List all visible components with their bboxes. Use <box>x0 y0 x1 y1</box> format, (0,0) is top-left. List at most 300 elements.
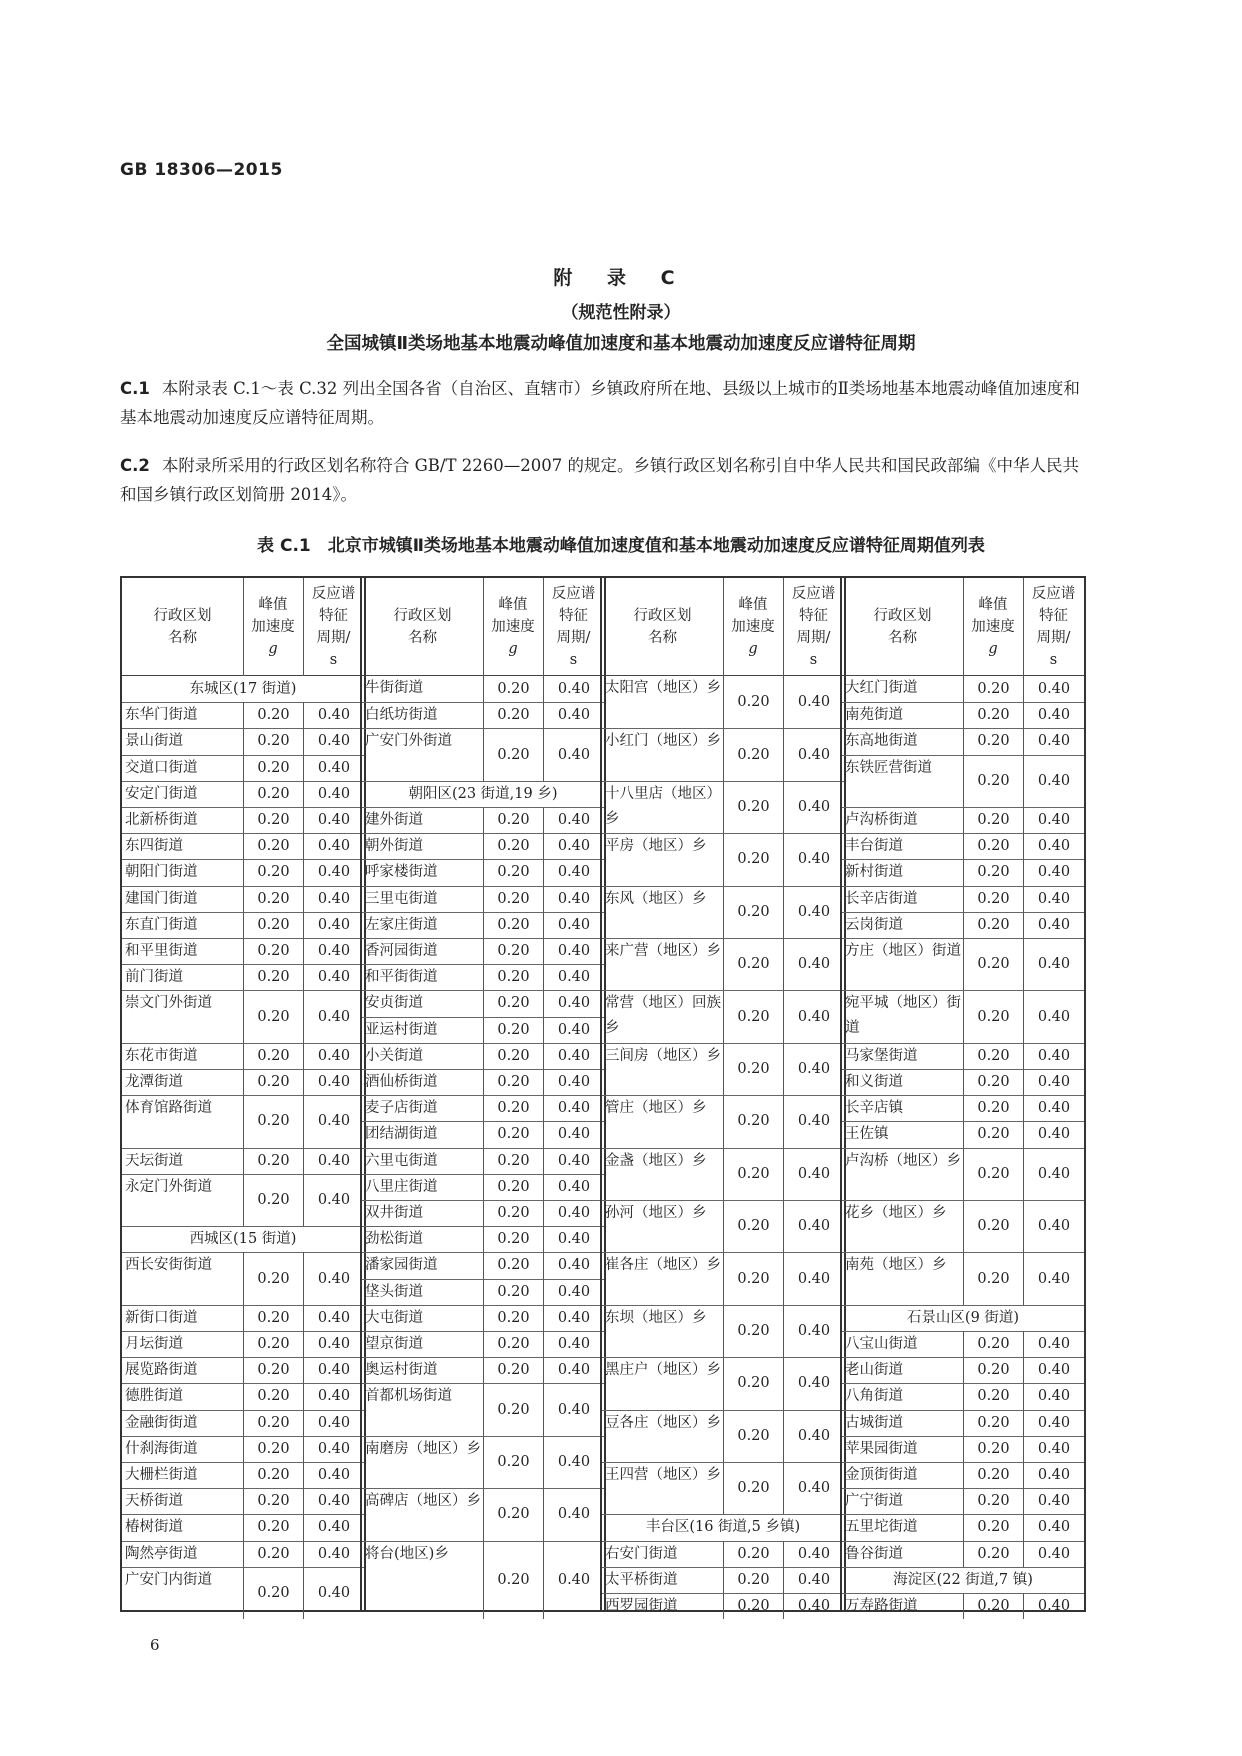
header-line: g <box>268 641 278 657</box>
header-line: 名称 <box>648 630 677 646</box>
region-name-cell: 五里坨街道 <box>842 1514 963 1540</box>
pga-value-cell: 0.20 <box>723 1541 783 1567</box>
pga-value-cell: 0.20 <box>963 1069 1023 1095</box>
header-line: g <box>748 641 758 657</box>
pga-value-cell: 0.20 <box>963 886 1023 912</box>
district-group-header: 海淀区(22 街道,7 镇) <box>842 1567 1084 1593</box>
header-line: s <box>569 652 578 668</box>
pga-value-cell: 0.20 <box>243 702 303 728</box>
region-name-cell: 亚运村街道 <box>362 1017 483 1043</box>
region-name-cell: 广安门外街道 <box>362 728 483 780</box>
region-name-cell: 东铁匠营街道 <box>842 755 963 807</box>
period-value-cell: 0.40 <box>543 1279 604 1305</box>
table-caption: 表 C.1 北京市城镇Ⅱ类场地基本地震动峰值加速度值和基本地震动加速度反应谱特征周期值列表 <box>257 536 985 556</box>
pga-value-cell: 0.20 <box>243 1305 303 1331</box>
header-line: 反应谱 <box>791 586 836 602</box>
column-divider <box>723 578 724 676</box>
region-name-cell: 小关街道 <box>362 1043 483 1069</box>
period-value-cell: 0.40 <box>303 938 364 964</box>
region-name-cell: 朝外街道 <box>362 833 483 859</box>
pga-value-cell: 0.20 <box>483 807 543 833</box>
pga-value-cell: 0.20 <box>963 1331 1023 1357</box>
region-name-cell: 左家庄街道 <box>362 912 483 938</box>
period-value-cell: 0.40 <box>783 781 844 833</box>
header-line: 峰值 <box>498 597 528 613</box>
period-value-cell: 0.40 <box>543 1121 604 1147</box>
region-name-cell: 东四街道 <box>122 833 243 859</box>
region-name-cell: 东直门街道 <box>122 912 243 938</box>
region-name-cell: 鲁谷街道 <box>842 1541 963 1567</box>
region-name-cell: 奥运村街道 <box>362 1357 483 1383</box>
district-group-header: 朝阳区(23 街道,19 乡) <box>362 781 604 807</box>
pga-value-cell: 0.20 <box>723 886 783 938</box>
period-value-cell: 0.40 <box>303 1462 364 1488</box>
region-name-cell: 景山街道 <box>122 728 243 754</box>
period-value-cell: 0.40 <box>303 833 364 859</box>
district-group-header: 东城区(17 街道) <box>189 680 297 697</box>
period-value-cell: 0.40 <box>1023 859 1084 885</box>
pga-value-cell: 0.20 <box>963 1357 1023 1383</box>
column-header-name <box>602 578 723 676</box>
pga-value-cell: 0.20 <box>963 833 1023 859</box>
period-value-cell: 0.40 <box>783 1357 844 1409</box>
region-name-cell: 将台(地区)乡 <box>362 1541 483 1620</box>
header-line: 反应谱 <box>1031 586 1076 602</box>
period-value-cell: 0.40 <box>1023 755 1084 807</box>
pga-value-cell: 0.20 <box>483 1095 543 1121</box>
period-value-cell: 0.40 <box>783 938 844 990</box>
paragraph-text: 本附录所采用的行政区划名称符合 GB/T 2260—2007 的规定。乡镇行政区划名称引自中华人民共和国民政部编《中华人民共和国乡镇行政区划简册 2014》。 <box>120 456 1079 504</box>
region-name-cell: 小红门（地区）乡 <box>602 728 723 780</box>
column-header-pga <box>243 578 303 676</box>
header-line: 加速度 <box>971 619 1015 635</box>
pga-value-cell: 0.20 <box>483 964 543 990</box>
period-value-cell: 0.40 <box>303 755 364 781</box>
header-line: 名称 <box>168 630 197 646</box>
region-name-cell: 安贞街道 <box>362 990 483 1016</box>
region-name-cell: 月坛街道 <box>122 1331 243 1357</box>
district-group-header: 西城区(15 街道) <box>122 1226 364 1252</box>
pga-value-cell: 0.20 <box>243 1043 303 1069</box>
period-value-cell: 0.40 <box>1023 1095 1084 1121</box>
paragraph-number: C.1 <box>120 379 150 398</box>
period-value-cell: 0.40 <box>303 990 364 1042</box>
region-name-cell: 劲松街道 <box>362 1226 483 1252</box>
period-value-cell: 0.40 <box>783 1462 844 1514</box>
header-line: 峰值 <box>978 597 1008 613</box>
column-header-name <box>122 578 243 676</box>
period-value-cell: 0.40 <box>543 1252 604 1278</box>
table-block <box>840 576 1086 1615</box>
region-name-cell: 三间房（地区）乡 <box>602 1043 723 1095</box>
region-name-cell: 广安门内街道 <box>122 1567 243 1619</box>
period-value-cell: 0.40 <box>1023 1148 1084 1200</box>
period-value-cell: 0.40 <box>543 1488 604 1540</box>
pga-value-cell: 0.20 <box>963 938 1023 990</box>
pga-value-cell: 0.20 <box>723 1305 783 1357</box>
region-name-cell: 卢沟桥街道 <box>842 807 963 833</box>
column-header-pga <box>963 578 1023 676</box>
pga-value-cell: 0.20 <box>963 859 1023 885</box>
pga-value-cell: 0.20 <box>243 938 303 964</box>
period-value-cell: 0.40 <box>1023 990 1084 1042</box>
pga-value-cell: 0.20 <box>723 938 783 990</box>
pga-value-cell: 0.20 <box>963 1593 1023 1619</box>
pga-value-cell: 0.20 <box>963 990 1023 1042</box>
pga-value-cell: 0.20 <box>243 1567 303 1619</box>
pga-value-cell: 0.20 <box>243 1331 303 1357</box>
pga-value-cell: 0.20 <box>483 676 543 702</box>
region-name-cell: 马家堡街道 <box>842 1043 963 1069</box>
header-line: s <box>1049 652 1058 668</box>
header-line: 反应谱 <box>551 586 596 602</box>
pga-value-cell: 0.20 <box>723 728 783 780</box>
region-name-cell: 东华门街道 <box>122 702 243 728</box>
period-value-cell: 0.40 <box>303 1069 364 1095</box>
region-name-cell: 古城街道 <box>842 1410 963 1436</box>
period-value-cell: 0.40 <box>1023 1410 1084 1436</box>
period-value-cell: 0.40 <box>303 1410 364 1436</box>
region-name-cell: 南苑（地区）乡 <box>842 1252 963 1304</box>
region-name-cell: 十八里店（地区）乡 <box>602 781 723 833</box>
header-line: 反应谱 <box>311 586 356 602</box>
pga-value-cell: 0.20 <box>723 990 783 1042</box>
header-line: 行政区划 <box>153 608 212 624</box>
region-name-cell: 和平里街道 <box>122 938 243 964</box>
period-value-cell: 0.40 <box>783 1410 844 1462</box>
header-line: 特征 <box>559 608 588 624</box>
region-name-cell: 团结湖街道 <box>362 1121 483 1147</box>
header-line: 峰值 <box>258 597 288 613</box>
pga-value-cell: 0.20 <box>483 1017 543 1043</box>
appendix-subtitle: 全国城镇Ⅱ类场地基本地震动峰值加速度和基本地震动加速度反应谱特征周期 <box>326 334 916 354</box>
pga-value-cell: 0.20 <box>483 833 543 859</box>
pga-value-cell: 0.20 <box>483 1488 543 1540</box>
pga-value-cell: 0.20 <box>963 728 1023 754</box>
period-value-cell: 0.40 <box>543 1069 604 1095</box>
pga-value-cell: 0.20 <box>963 676 1023 702</box>
pga-value-cell: 0.20 <box>723 1410 783 1462</box>
region-name-cell: 垡头街道 <box>362 1279 483 1305</box>
region-name-cell: 建国门街道 <box>122 886 243 912</box>
period-value-cell: 0.40 <box>1023 833 1084 859</box>
pga-value-cell: 0.20 <box>483 1331 543 1357</box>
pga-value-cell: 0.20 <box>723 1200 783 1252</box>
region-name-cell: 八宝山街道 <box>842 1331 963 1357</box>
period-value-cell: 0.40 <box>543 728 604 780</box>
appendix-title: 附 录 C <box>553 267 689 289</box>
header-line: 行政区划 <box>873 608 932 624</box>
pga-value-cell: 0.20 <box>243 886 303 912</box>
period-value-cell: 0.40 <box>1023 807 1084 833</box>
header-line: 周期/ <box>796 630 831 646</box>
pga-value-cell: 0.20 <box>483 1541 543 1620</box>
pga-value-cell: 0.20 <box>243 1488 303 1514</box>
region-name-cell: 苹果园街道 <box>842 1436 963 1462</box>
region-name-cell: 金盏（地区）乡 <box>602 1148 723 1200</box>
pga-value-cell: 0.20 <box>243 1383 303 1409</box>
period-value-cell: 0.40 <box>543 1305 604 1331</box>
period-value-cell: 0.40 <box>1023 912 1084 938</box>
region-name-cell: 大红门街道 <box>845 680 918 696</box>
period-value-cell: 0.40 <box>783 990 844 1042</box>
column-divider <box>483 578 484 676</box>
region-name-cell: 香河园街道 <box>362 938 483 964</box>
period-value-cell: 0.40 <box>543 1436 604 1488</box>
period-value-cell: 0.40 <box>783 1200 844 1252</box>
period-value-cell: 0.40 <box>543 886 604 912</box>
column-divider <box>963 578 964 676</box>
period-value-cell: 0.40 <box>303 1514 364 1540</box>
region-name-cell: 孙河（地区）乡 <box>602 1200 723 1252</box>
pga-value-cell: 0.20 <box>483 1383 543 1435</box>
period-value-cell: 0.40 <box>543 1541 604 1620</box>
region-name-cell: 八里庄街道 <box>362 1174 483 1200</box>
period-value-cell: 0.40 <box>543 1200 604 1226</box>
pga-value-cell: 0.20 <box>963 1488 1023 1514</box>
column-divider <box>1023 578 1024 676</box>
region-name-cell: 南磨房（地区）乡 <box>362 1436 483 1488</box>
period-value-cell: 0.40 <box>303 1357 364 1383</box>
period-value-cell: 0.40 <box>543 1095 604 1121</box>
pga-value-cell: 0.20 <box>963 1410 1023 1436</box>
table-block <box>120 576 366 1612</box>
period-value-cell: 0.40 <box>303 1383 364 1409</box>
header-line: 行政区划 <box>393 608 452 624</box>
period-value-cell: 0.40 <box>783 833 844 885</box>
column-header-period <box>303 578 364 676</box>
period-value-cell: 0.40 <box>1023 1357 1084 1383</box>
period-value-cell: 0.40 <box>1023 1043 1084 1069</box>
pga-value-cell: 0.20 <box>723 781 783 833</box>
period-value-cell: 0.40 <box>303 859 364 885</box>
region-name-cell: 平房（地区）乡 <box>602 833 723 885</box>
period-value-cell: 0.40 <box>783 1541 844 1567</box>
period-value-cell: 0.40 <box>1023 938 1084 990</box>
period-value-cell: 0.40 <box>303 1436 364 1462</box>
pga-value-cell: 0.20 <box>483 1043 543 1069</box>
region-name-cell: 白纸坊街道 <box>362 702 483 728</box>
period-value-cell: 0.40 <box>1023 1593 1084 1619</box>
period-value-cell: 0.40 <box>543 833 604 859</box>
pga-value-cell: 0.20 <box>723 1095 783 1147</box>
region-name-cell: 牛街街道 <box>365 680 423 696</box>
period-value-cell: 0.40 <box>303 1043 364 1069</box>
pga-value-cell: 0.20 <box>723 1357 783 1409</box>
period-value-cell: 0.40 <box>1023 1121 1084 1147</box>
period-value-cell: 0.40 <box>1023 1488 1084 1514</box>
period-value-cell: 0.40 <box>303 728 364 754</box>
pga-value-cell: 0.20 <box>723 1148 783 1200</box>
region-name-cell: 三里屯街道 <box>362 886 483 912</box>
period-value-cell: 0.40 <box>783 1593 844 1619</box>
period-value-cell: 0.40 <box>1023 728 1084 754</box>
pga-value-cell: 0.20 <box>483 1279 543 1305</box>
region-name-cell: 黑庄户（地区）乡 <box>602 1357 723 1409</box>
region-name-cell: 豆各庄（地区）乡 <box>602 1410 723 1462</box>
header-line: 加速度 <box>251 619 295 635</box>
pga-value-cell: 0.20 <box>243 1069 303 1095</box>
header-line: 加速度 <box>491 619 535 635</box>
period-value-cell: 0.40 <box>783 1095 844 1147</box>
column-header-period <box>783 578 844 676</box>
region-name-cell: 金顶街街道 <box>842 1462 963 1488</box>
pga-value-cell: 0.20 <box>963 1436 1023 1462</box>
pga-value-cell: 0.20 <box>483 1174 543 1200</box>
pga-value-cell: 0.20 <box>723 1567 783 1593</box>
column-divider <box>243 578 244 676</box>
header-line: 名称 <box>408 630 437 646</box>
period-value-cell: 0.40 <box>303 781 364 807</box>
period-value-cell: 0.40 <box>543 1174 604 1200</box>
pga-value-cell: 0.20 <box>483 1226 543 1252</box>
region-name-cell: 东风（地区）乡 <box>602 886 723 938</box>
page-number: 6 <box>150 1636 160 1654</box>
pga-value-cell: 0.20 <box>963 1043 1023 1069</box>
period-value-cell: 0.40 <box>303 1305 364 1331</box>
pga-value-cell: 0.20 <box>243 755 303 781</box>
period-value-cell: 0.40 <box>1023 1514 1084 1540</box>
pga-value-cell: 0.20 <box>483 702 543 728</box>
period-value-cell: 0.40 <box>543 1017 604 1043</box>
pga-value-cell: 0.20 <box>723 1252 783 1304</box>
region-name-cell: 前门街道 <box>122 964 243 990</box>
pga-value-cell: 0.20 <box>963 1541 1023 1567</box>
pga-value-cell: 0.20 <box>963 1252 1023 1304</box>
region-name-cell: 双井街道 <box>362 1200 483 1226</box>
region-name-cell: 展览路街道 <box>122 1357 243 1383</box>
period-value-cell: 0.40 <box>543 676 604 702</box>
pga-value-cell: 0.20 <box>963 1383 1023 1409</box>
region-name-cell: 首都机场街道 <box>362 1383 483 1435</box>
header-line: g <box>988 641 998 657</box>
pga-value-cell: 0.20 <box>723 833 783 885</box>
region-name-cell: 新村街道 <box>842 859 963 885</box>
region-name-cell: 崔各庄（地区）乡 <box>602 1252 723 1304</box>
region-name-cell: 八角街道 <box>842 1383 963 1409</box>
pga-value-cell: 0.20 <box>483 728 543 780</box>
district-group-header: 丰台区(16 街道,5 乡镇) <box>602 1514 844 1540</box>
pga-value-cell: 0.20 <box>243 990 303 1042</box>
region-name-cell: 老山街道 <box>842 1357 963 1383</box>
region-name-cell: 六里屯街道 <box>362 1148 483 1174</box>
region-name-cell: 大栅栏街道 <box>122 1462 243 1488</box>
period-value-cell: 0.40 <box>303 1541 364 1567</box>
period-value-cell: 0.40 <box>543 1148 604 1174</box>
pga-value-cell: 0.20 <box>483 912 543 938</box>
header-line: 特征 <box>1039 608 1068 624</box>
pga-value-cell: 0.20 <box>963 912 1023 938</box>
column-header-period <box>543 578 604 676</box>
standard-id: GB 18306—2015 <box>120 160 283 180</box>
paragraph-c2 <box>120 451 1080 509</box>
header-line: 加速度 <box>731 619 775 635</box>
region-name-cell: 龙潭街道 <box>122 1069 243 1095</box>
period-value-cell: 0.40 <box>1023 1331 1084 1357</box>
period-value-cell: 0.40 <box>543 912 604 938</box>
region-name-cell: 天桥街道 <box>122 1488 243 1514</box>
pga-value-cell: 0.20 <box>963 807 1023 833</box>
column-header-pga <box>723 578 783 676</box>
region-name-cell: 方庄（地区）街道 <box>842 938 963 990</box>
pga-value-cell: 0.20 <box>243 964 303 990</box>
period-value-cell: 0.40 <box>303 1095 364 1147</box>
pga-value-cell: 0.20 <box>963 1121 1023 1147</box>
pga-value-cell: 0.20 <box>243 859 303 885</box>
period-value-cell: 0.40 <box>783 1043 844 1095</box>
region-name-cell: 长辛店街道 <box>842 886 963 912</box>
region-name-cell: 王佐镇 <box>842 1121 963 1147</box>
region-name-cell: 望京街道 <box>362 1331 483 1357</box>
period-value-cell: 0.40 <box>543 1331 604 1357</box>
region-name-cell: 东高地街道 <box>842 728 963 754</box>
table-block <box>360 576 606 1612</box>
region-name-cell: 陶然亭街道 <box>122 1541 243 1567</box>
region-name-cell: 宛平城（地区）街道 <box>842 990 963 1042</box>
period-value-cell: 0.40 <box>303 702 364 728</box>
period-value-cell: 0.40 <box>1023 886 1084 912</box>
appendix-nature: （规范性附录） <box>561 303 681 323</box>
period-value-cell: 0.40 <box>1023 1252 1084 1304</box>
period-value-cell: 0.40 <box>1023 1436 1084 1462</box>
pga-value-cell: 0.20 <box>243 1095 303 1147</box>
region-name-cell: 永定门外街道 <box>122 1174 243 1226</box>
region-name-cell: 广宁街道 <box>842 1488 963 1514</box>
header-line: 特征 <box>319 608 348 624</box>
pga-value-cell: 0.20 <box>243 1148 303 1174</box>
column-header-period <box>1023 578 1084 676</box>
period-value-cell: 0.40 <box>303 1174 364 1226</box>
region-name-cell: 建外街道 <box>362 807 483 833</box>
column-header-pga <box>483 578 543 676</box>
region-name-cell: 高碑店（地区）乡 <box>362 1488 483 1540</box>
period-value-cell: 0.40 <box>1023 676 1084 702</box>
pga-value-cell: 0.20 <box>243 1357 303 1383</box>
region-name-cell: 呼家楼街道 <box>362 859 483 885</box>
paragraph-number: C.2 <box>120 456 150 475</box>
pga-value-cell: 0.20 <box>243 728 303 754</box>
region-name-cell: 和义街道 <box>842 1069 963 1095</box>
region-name-cell: 东坝（地区）乡 <box>602 1305 723 1357</box>
period-value-cell: 0.40 <box>303 1148 364 1174</box>
pga-value-cell: 0.20 <box>483 886 543 912</box>
period-value-cell: 0.40 <box>303 807 364 833</box>
region-name-cell: 天坛街道 <box>122 1148 243 1174</box>
period-value-cell: 0.40 <box>783 728 844 780</box>
header-line: 行政区划 <box>633 608 692 624</box>
period-value-cell: 0.40 <box>543 964 604 990</box>
region-name-cell: 西长安街街道 <box>122 1252 243 1304</box>
region-name-cell: 常营（地区）回族乡 <box>602 990 723 1042</box>
period-value-cell: 0.40 <box>303 912 364 938</box>
region-name-cell: 太平桥街道 <box>602 1567 723 1593</box>
region-name-cell: 椿树街道 <box>122 1514 243 1540</box>
period-value-cell: 0.40 <box>543 702 604 728</box>
pga-value-cell: 0.20 <box>243 1410 303 1436</box>
pga-value-cell: 0.20 <box>483 1121 543 1147</box>
period-value-cell: 0.40 <box>303 964 364 990</box>
period-value-cell: 0.40 <box>1023 1541 1084 1567</box>
header-line: s <box>329 652 338 668</box>
region-name-cell: 新街口街道 <box>122 1305 243 1331</box>
region-name-cell: 长辛店镇 <box>842 1095 963 1121</box>
pga-value-cell: 0.20 <box>483 1252 543 1278</box>
region-name-cell: 潘家园街道 <box>362 1252 483 1278</box>
pga-value-cell: 0.20 <box>243 1514 303 1540</box>
pga-value-cell: 0.20 <box>483 1436 543 1488</box>
pga-value-cell: 0.20 <box>483 1200 543 1226</box>
region-name-cell: 交道口街道 <box>122 755 243 781</box>
